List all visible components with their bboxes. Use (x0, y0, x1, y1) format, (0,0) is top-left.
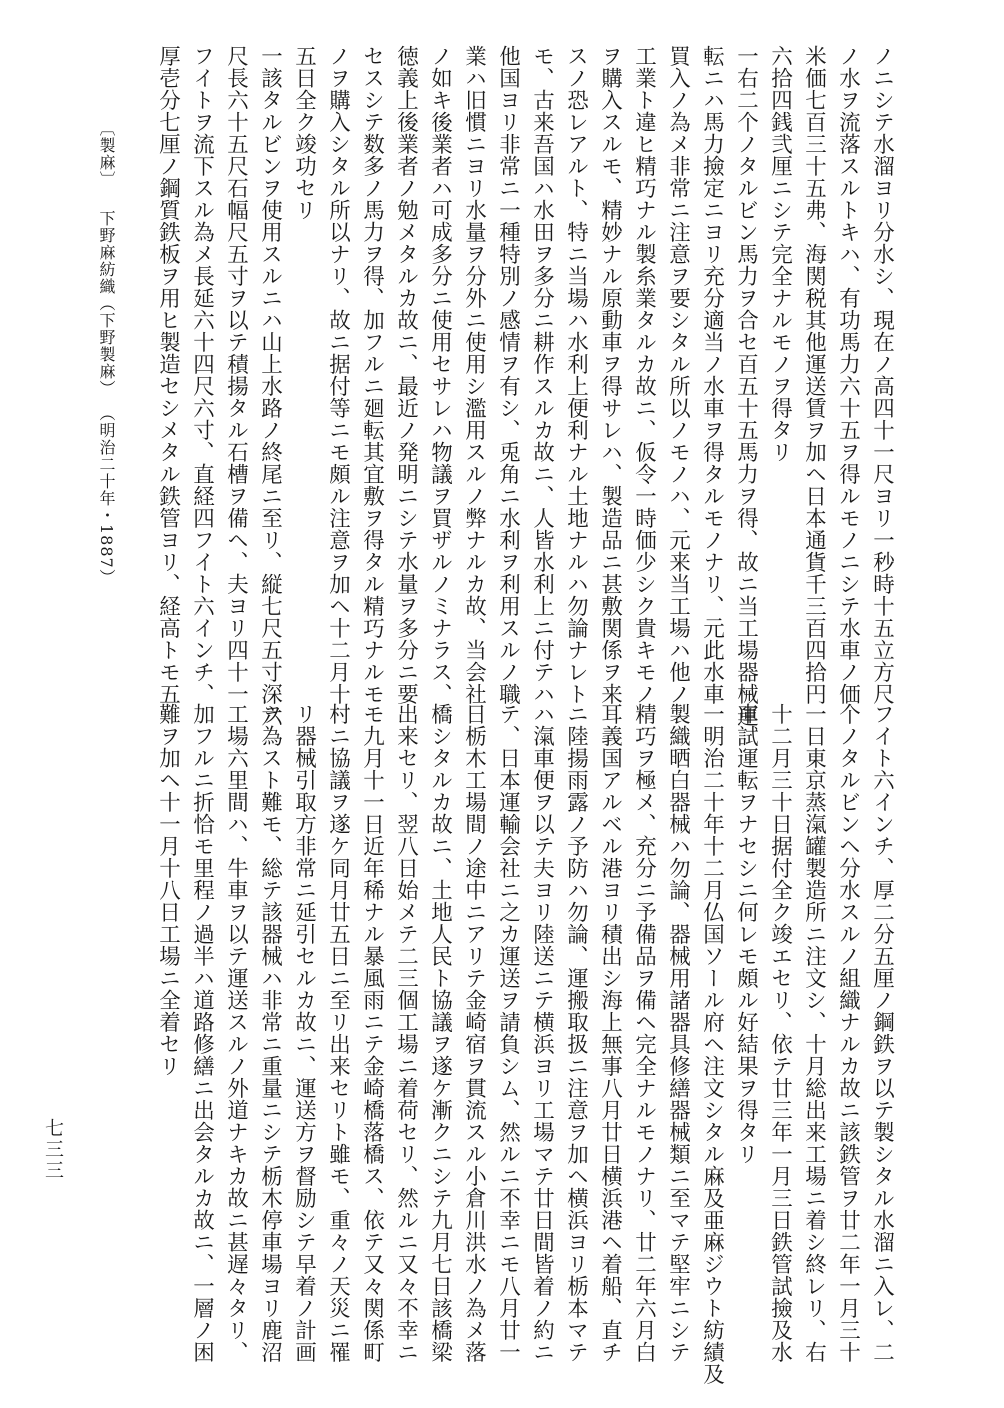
text-column: ニ陸揚雨露ノ予防ハ勿論、運搬取扱ニ注意ヲ加ヘ横浜ヨリ栃本マテ (563, 703, 589, 1363)
text-column: 米価七百三十五弗、海関税其他運送賃ヲ加ヘ日本通貨千三百四拾円 (801, 45, 827, 705)
text-column: 村ニ協議ヲ遂ケ同月廿五日ニ至リ出来セリト雖モ、重々ノ天災ニ罹 (325, 703, 351, 1363)
text-column: 耳義国アルベル港ヨリ積出シ海上無事八月廿日横浜港ヘ着船、直チ (597, 703, 623, 1363)
text-column: テ、日本運輸会社ニ之カ運送ヲ請負シム、然ルニ不幸ニモ八月廿一 (495, 703, 521, 1363)
text-column: 一右二个ノタルビン馬力ヲ合セ百五十五馬力ヲ得、故ニ当工場器械運 (733, 45, 759, 727)
text-column: 他国ヨリ非常ニ一種特別ノ感情ヲ有シ、兎角ニ水利ヲ利用スルノ職 (495, 45, 521, 705)
text-column: 橋シタルカ故ニ、土地人民ト協議ヲ遂ケ漸クニシテ九月七日該橋梁 (427, 703, 453, 1363)
text-column: 製織晒白器械ハ勿論、器械用諸器具修繕器械類ニ至マテ堅牢ニシテ (665, 703, 691, 1363)
text-column: ヲ為スト難モ、総テ該器械ハ非常ニ重量ニシテ栃木停車場ヨリ鹿沼 (257, 703, 283, 1363)
text-column: スノ恐レアルト、特ニ当場ハ水利上便利ナル土地ナルハ勿論ナレト (563, 45, 589, 705)
text-column: 難ヲ加ヘ十一月十八日工場ニ全着セリ (155, 703, 181, 1077)
text-column: 一日東京蒸滊罐製造所ニ注文シ、十月総出来工場ニ着シ終レリ、右 (801, 703, 827, 1363)
text-column: ノ水ヲ流落スルトキハ、有功馬力六十五ヲ得ルモノニシテ水車ノ価 (835, 45, 861, 705)
text-column: 尺長六十五尺石幅尺五寸ヲ以テ積揚タル石槽ヲ備ヘ、夫ヨリ四十一 (223, 45, 249, 705)
text-column: リ器械引取方非常ニ延引セルカ故ニ、運送方ヲ督励シテ早着ノ計画 (291, 703, 317, 1363)
year-label: （明治二十年・1887） (97, 405, 116, 586)
text-column: ハ滊車便ヲ以テ夫ヨリ陸送ニテ横浜ヨリ工場マテ廿日間皆着ノ約ニ (529, 703, 555, 1363)
text-column: 車試運転ヲナセシニ何レモ頗ル好結果ヲ得タリ (733, 703, 759, 1165)
running-header (98, 120, 114, 586)
text-column: 工場六里間ハ、牛車ヲ以テ運送スルノ外道ナキカ故ニ甚遅々タリ、 (223, 703, 249, 1363)
text-column: 買入ノ為メ非常ニ注意ヲ要シタル所以ノモノハ、元来当工場ハ他ノ (665, 45, 691, 705)
text-column: ノニシテ水溜ヨリ分水シ、現在ノ高四十一尺ヨリ一秒時十五立方尺 (869, 45, 895, 705)
page-number: 七三三 (42, 1118, 64, 1181)
text-column: 日栃木工場間ノ途中ニアリテ金崎宿ヲ貫流スル小倉川洪水ノ為メ落 (461, 703, 487, 1363)
text-column: ヲ購入スルモ、精妙ナル原動車ヲ得サレハ、製造品ニ甚敷関係ヲ来 (597, 45, 623, 705)
text-column: 个ノタルビンヘ分水スルノ組織ナルカ故ニ該鉄管ヲ廿二年一月三十 (835, 703, 861, 1363)
text-column: フイト六インチ、厚二分五厘ノ鋼鉄ヲ以テ製シタル水溜ニ入レ、二 (869, 703, 895, 1363)
text-column: 徳義上後業者ノ勉メタルカ故ニ、最近ノ発明ニシテ水量ヲ多分ニ要 (393, 45, 419, 705)
text-column: 五日全ク竣功セリ (291, 45, 317, 221)
text-column: 厚壱分七厘ノ鋼質鉄板ヲ用ヒ製造セシメタル鉄管ヨリ、経高トモ五 (155, 45, 181, 705)
text-column: 十二月三十日据付全ク竣エセリ、依テ廿三年一月三日鉄管試撿及水 (767, 703, 793, 1363)
section-label: 〔製麻〕 (97, 120, 116, 188)
text-column: セスシテ数多ノ馬力ヲ得、加フルニ廻転其宜敷ヲ得タル精巧ナルモ (359, 45, 385, 705)
text-column: 工業ト違ヒ精巧ナル製糸業タルカ故ニ、仮令一時価少シク貴キモノ (631, 45, 657, 705)
text-column: 一明治二十年十二月仏国ソール府ヘ注文シタル麻及亜麻ジウト紡績及 (699, 703, 725, 1385)
text-column: モ、古来吾国ハ水田ヲ多分ニ耕作スルカ故ニ、人皆水利上ニ付テハ (529, 45, 555, 705)
text-column: モ九月十一日近年稀ナル暴風雨ニテ金崎橋落橋ス、依テ又々関係町 (359, 703, 385, 1363)
text-column: 加フルニ折恰モ里程ノ過半ハ道路修繕ニ出会タルカ故ニ、一層ノ困 (189, 703, 215, 1363)
text-column: 一該タルビンヲ使用スルニハ山上水路ノ終尾ニ至リ、縦七尺五寸深六 (257, 45, 283, 727)
text-column: フイトヲ流下スル為メ長延六十四尺六寸、直経四フイト六インチ、 (189, 45, 215, 705)
text-column: 精巧ヲ極メ、充分ニ予備品ヲ備ヘ完全ナルモノナリ、廿二年六月白 (631, 703, 657, 1363)
text-column: 転ニハ馬力撿定ニヨリ充分適当ノ水車ヲ得タルモノナリ、元此水車 (699, 45, 725, 705)
text-column: ノ如キ後業者ハ可成多分ニ使用セサレハ物議ヲ買ザルノミナラス、 (427, 45, 453, 705)
text-column: 業ハ旧慣ニヨリ水量ヲ分外ニ使用シ濫用スルノ弊ナルカ故、当会社 (461, 45, 487, 705)
page-title: 下野麻紡織（下野製麻） (97, 210, 116, 397)
text-column: ノヲ購入シタル所以ナリ、故ニ据付等ニモ頗ル注意ヲ加ヘ十二月十 (325, 45, 351, 705)
text-column: 出来セリ、翌八日始メテ二三個工場ニ着荷セリ、然ルニ又々不幸ニ (393, 703, 419, 1363)
text-column: 六拾四銭弐厘ニシテ完全ナルモノヲ得タリ (767, 45, 793, 463)
